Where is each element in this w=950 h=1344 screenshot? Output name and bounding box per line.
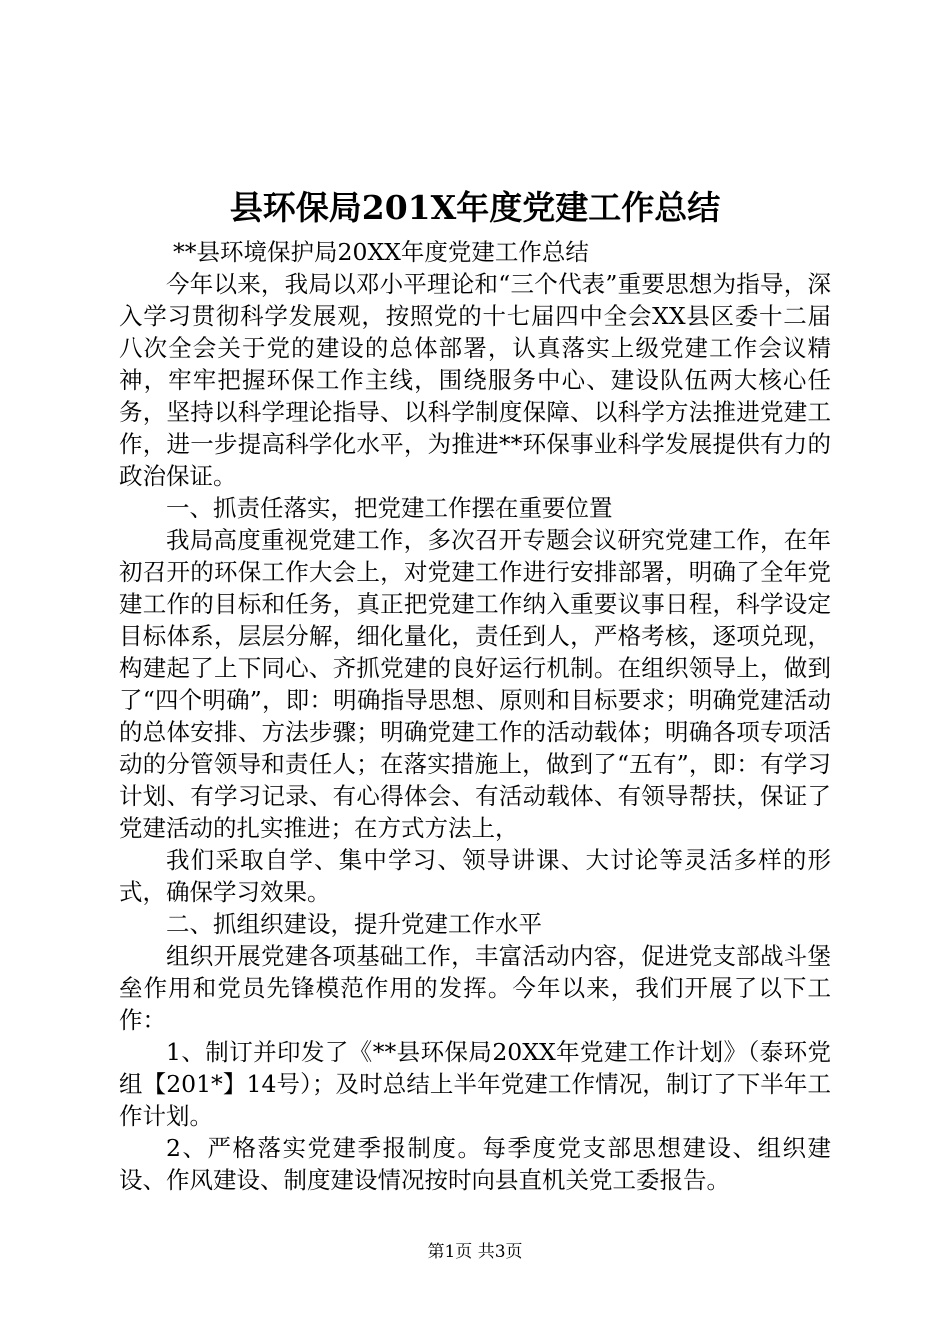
section-heading-1: 一、抓责任落实，把党建工作摆在重要位置	[166, 494, 613, 522]
section-heading-2: 二、抓组织建设，提升党建工作水平	[166, 910, 542, 938]
paragraph-study-forms: 我们采取自学、集中学习、领导讲课、大讨论等灵活多样的形式，确保学习效果。	[119, 846, 831, 906]
paragraph-section-2: 组织开展党建各项基础工作，丰富活动内容，促进党支部战斗堡垒作用和党员先锋模范作用的发挥。今年以来，我们开展了以下工作：	[119, 942, 831, 1034]
page-footer: 第1页 共3页	[427, 1242, 523, 1262]
paragraph-intro: 今年以来，我局以邓小平理论和“三个代表”重要思想为指导，深入学习贯彻科学发展观，按照党的十七届四中全会XX县区委十二届八次全会关于党的建设的总体部署，认真落实上级党建工作会议精神，牢牢把握环保工作主线，围绕服务中心、建设队伍两大核心任务，坚持以科学理论指导、以科学制度保障、以科学方法推进党建工作，进一步提高科学化水平，为推进**环保事业科学发展提供有力的政治保证。	[119, 270, 831, 490]
document-body	[119, 236, 831, 1196]
list-item-1: 1、制订并印发了《**县环保局20XX年党建工作计划》（泰环党组【201*】14号）；及时总结上半年党建工作情况，制订了下半年工作计划。	[119, 1038, 831, 1130]
document-subtitle: **县环境保护局20XX年度党建工作总结	[173, 238, 589, 266]
paragraph-section-1: 我局高度重视党建工作，多次召开专题会议研究党建工作，在年初召开的环保工作大会上，对党建工作进行安排部署，明确了全年党建工作的目标和任务，真正把党建工作纳入重要议事日程，科学设定目标体系，层层分解，细化量化，责任到人，严格考核，逐项兑现，构建起了上下同心、齐抓党建的良好运行机制。在组织领导上，做到了“四个明确”，即：明确指导思想、原则和目标要求；明确党建活动的总体安排、方法步骤；明确党建工作的活动载体；明确各项专项活动的分管领导和责任人；在落实措施上，做到了“五有”，即：有学习计划、有学习记录、有心得体会、有活动载体、有领导帮扶，保证了党建活动的扎实推进；在方式方法上，	[119, 526, 831, 842]
list-item-2: 2、严格落实党建季报制度。每季度党支部思想建设、组织建设、作风建设、制度建设情况按时向县直机关党工委报告。	[119, 1134, 831, 1194]
document-title: 县环保局201X年度党建工作总结	[229, 188, 721, 227]
